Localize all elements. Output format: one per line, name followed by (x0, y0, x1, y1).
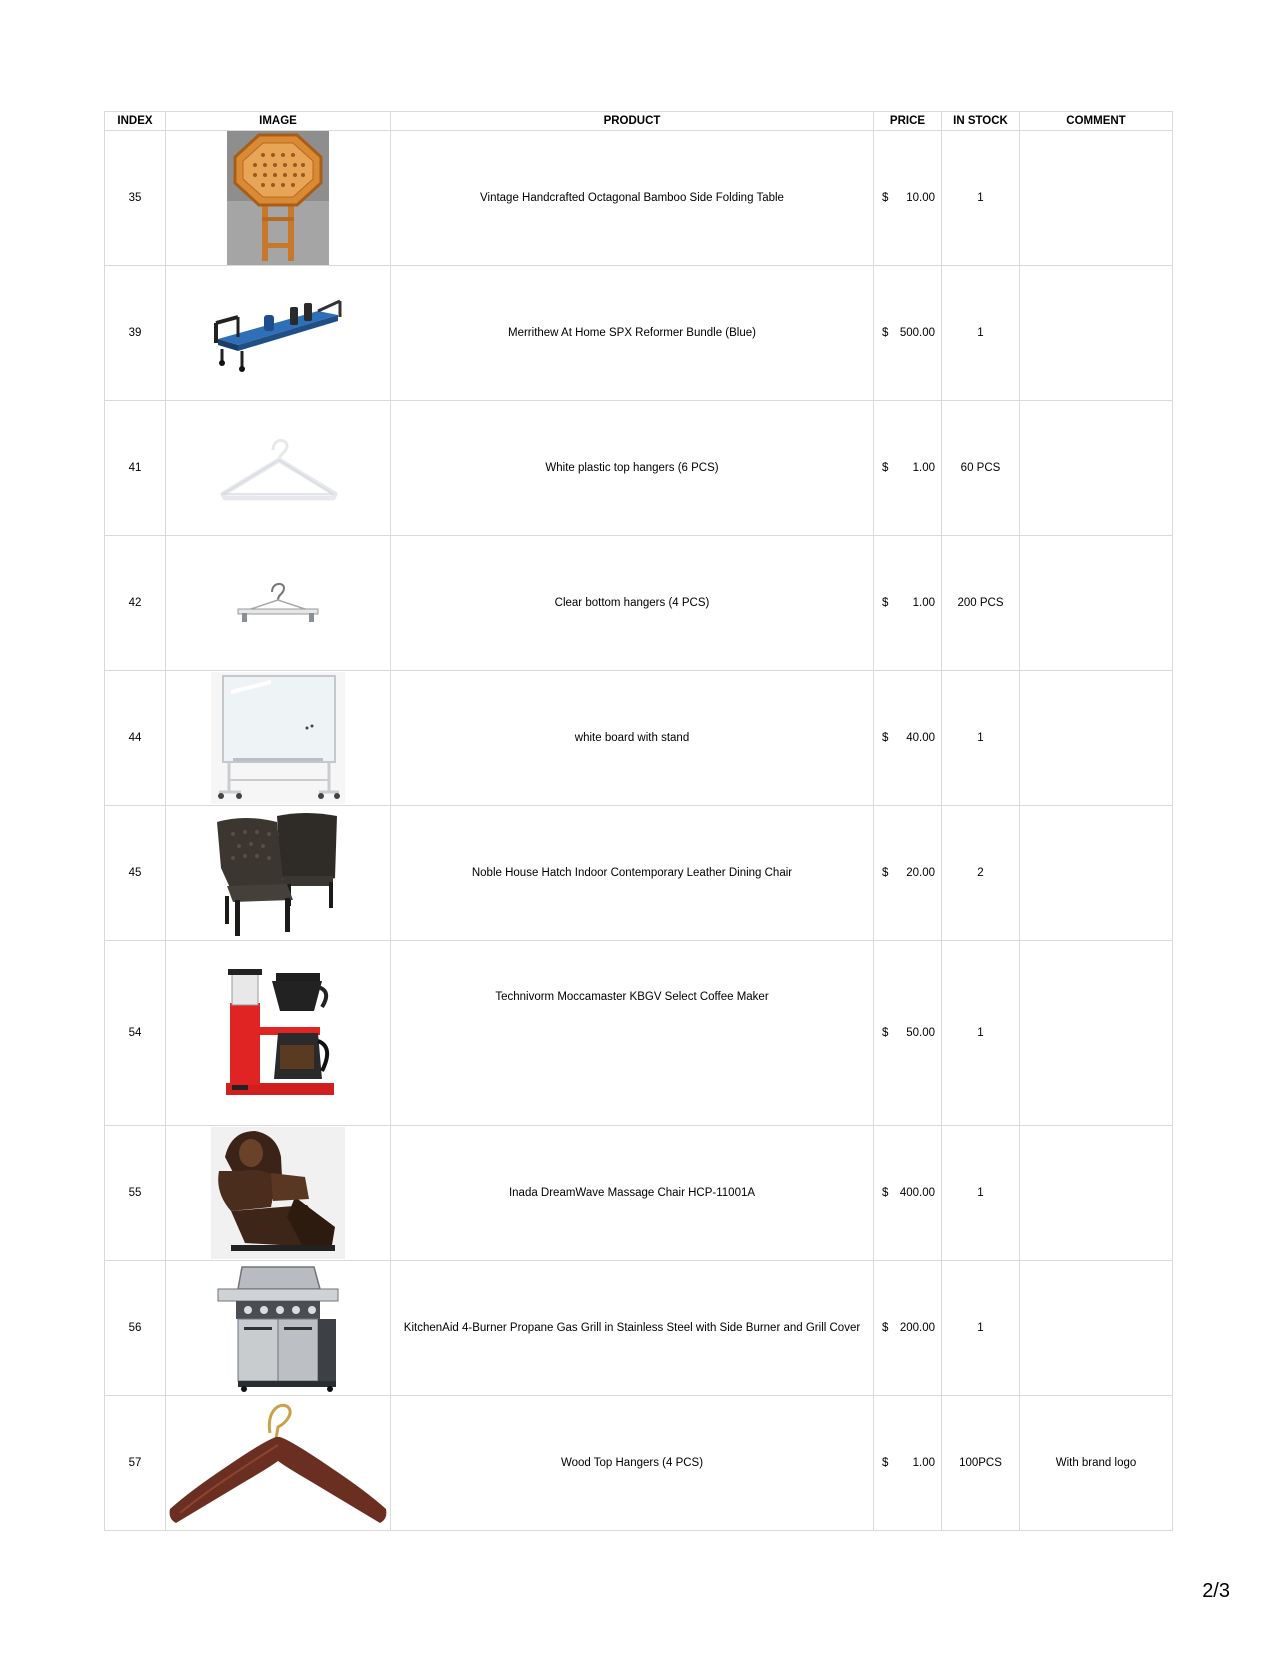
massage-chair-icon (211, 1127, 345, 1259)
comment-value (1020, 941, 1173, 1126)
price-value: 200.00 (899, 1322, 935, 1334)
currency-symbol: $ (882, 327, 889, 339)
header-image: IMAGE (166, 112, 391, 131)
price-value: 50.00 (906, 1027, 935, 1039)
table-row (105, 1261, 1173, 1396)
table-row (105, 131, 1173, 266)
price-cell (874, 131, 942, 266)
comment-value (1020, 671, 1173, 806)
bamboo-table-icon (227, 131, 329, 265)
currency-symbol: $ (882, 732, 889, 744)
product-image (166, 806, 391, 941)
currency-symbol: $ (882, 867, 889, 879)
currency-symbol: $ (882, 1027, 889, 1039)
price-value: 40.00 (906, 732, 935, 744)
row-index: 35 (105, 131, 166, 266)
product-image (166, 131, 391, 266)
product-name: Merrithew At Home SPX Reformer Bundle (Blue) (391, 266, 874, 401)
comment-value (1020, 401, 1173, 536)
header-product: PRODUCT (391, 112, 874, 131)
price-value: 500.00 (899, 327, 935, 339)
currency-symbol: $ (882, 462, 889, 474)
row-index: 45 (105, 806, 166, 941)
header-comment: COMMENT (1020, 112, 1173, 131)
product-name: Inada DreamWave Massage Chair HCP-11001A (391, 1126, 874, 1261)
comment-value (1020, 806, 1173, 941)
currency-symbol: $ (882, 1322, 889, 1334)
product-image (166, 941, 391, 1126)
header-row (105, 112, 1173, 131)
currency-symbol: $ (882, 1187, 889, 1199)
stock-value: 200 PCS (942, 536, 1020, 671)
price-cell (874, 1126, 942, 1261)
price-value: 1.00 (912, 597, 935, 609)
whiteboard-icon (211, 672, 345, 804)
table-row (105, 806, 1173, 941)
price-value: 10.00 (906, 192, 935, 204)
comment-value (1020, 266, 1173, 401)
product-image (166, 1261, 391, 1396)
header-index: INDEX (105, 112, 166, 131)
table-row (105, 536, 1173, 671)
stock-value: 1 (942, 671, 1020, 806)
table-row (105, 401, 1173, 536)
inventory-table (104, 111, 1173, 1531)
product-name: White plastic top hangers (6 PCS) (391, 401, 874, 536)
row-index: 56 (105, 1261, 166, 1396)
stock-value: 1 (942, 941, 1020, 1126)
product-name: Clear bottom hangers (4 PCS) (391, 536, 874, 671)
product-name: Technivorm Moccamaster KBGV Select Coffee Maker (391, 941, 874, 1126)
row-index: 55 (105, 1126, 166, 1261)
product-image (166, 536, 391, 671)
comment-value (1020, 536, 1173, 671)
wood-hanger-icon (166, 1397, 390, 1529)
comment-value (1020, 131, 1173, 266)
comment-value (1020, 1126, 1173, 1261)
table-row (105, 941, 1173, 1126)
price-cell (874, 401, 942, 536)
table-row (105, 671, 1173, 806)
row-index: 41 (105, 401, 166, 536)
product-image (166, 1126, 391, 1261)
product-name: Noble House Hatch Indoor Contemporary Leather Dining Chair (391, 806, 874, 941)
product-image (166, 401, 391, 536)
price-value: 1.00 (912, 462, 935, 474)
price-value: 20.00 (906, 867, 935, 879)
coffee-maker-icon (218, 967, 338, 1099)
product-name: Wood Top Hangers (4 PCS) (391, 1396, 874, 1531)
price-cell (874, 941, 942, 1126)
white-hanger-icon (213, 428, 343, 508)
price-cell (874, 536, 942, 671)
price-cell (874, 1261, 942, 1396)
table-row (105, 1396, 1173, 1531)
product-name: Vintage Handcrafted Octagonal Bamboo Side Folding Table (391, 131, 874, 266)
row-index: 44 (105, 671, 166, 806)
table-row (105, 266, 1173, 401)
currency-symbol: $ (882, 597, 889, 609)
product-name: white board with stand (391, 671, 874, 806)
reformer-icon (208, 293, 348, 373)
header-price: PRICE (874, 112, 942, 131)
currency-symbol: $ (882, 1457, 889, 1469)
currency-symbol: $ (882, 192, 889, 204)
row-index: 54 (105, 941, 166, 1126)
dining-chair-icon (211, 808, 345, 938)
stock-value: 1 (942, 1126, 1020, 1261)
price-cell (874, 671, 942, 806)
product-image (166, 671, 391, 806)
page-number: 2/3 (1202, 1580, 1230, 1602)
clear-hanger-icon (228, 578, 328, 628)
stock-value: 1 (942, 266, 1020, 401)
header-stock: IN STOCK (942, 112, 1020, 131)
product-name: KitchenAid 4-Burner Propane Gas Grill in Stainless Steel with Side Burner and Grill Cover (391, 1261, 874, 1396)
stock-value: 60 PCS (942, 401, 1020, 536)
row-index: 42 (105, 536, 166, 671)
stock-value: 100PCS (942, 1396, 1020, 1531)
price-cell (874, 266, 942, 401)
gas-grill-icon (214, 1263, 342, 1393)
stock-value: 1 (942, 131, 1020, 266)
price-cell (874, 806, 942, 941)
stock-value: 1 (942, 1261, 1020, 1396)
product-image (166, 266, 391, 401)
comment-value (1020, 1261, 1173, 1396)
price-value: 400.00 (899, 1187, 935, 1199)
table-row (105, 1126, 1173, 1261)
stock-value: 2 (942, 806, 1020, 941)
row-index: 57 (105, 1396, 166, 1531)
price-value: 1.00 (912, 1457, 935, 1469)
price-cell (874, 1396, 942, 1531)
product-image (166, 1396, 391, 1531)
row-index: 39 (105, 266, 166, 401)
comment-value: With brand logo (1020, 1396, 1173, 1531)
